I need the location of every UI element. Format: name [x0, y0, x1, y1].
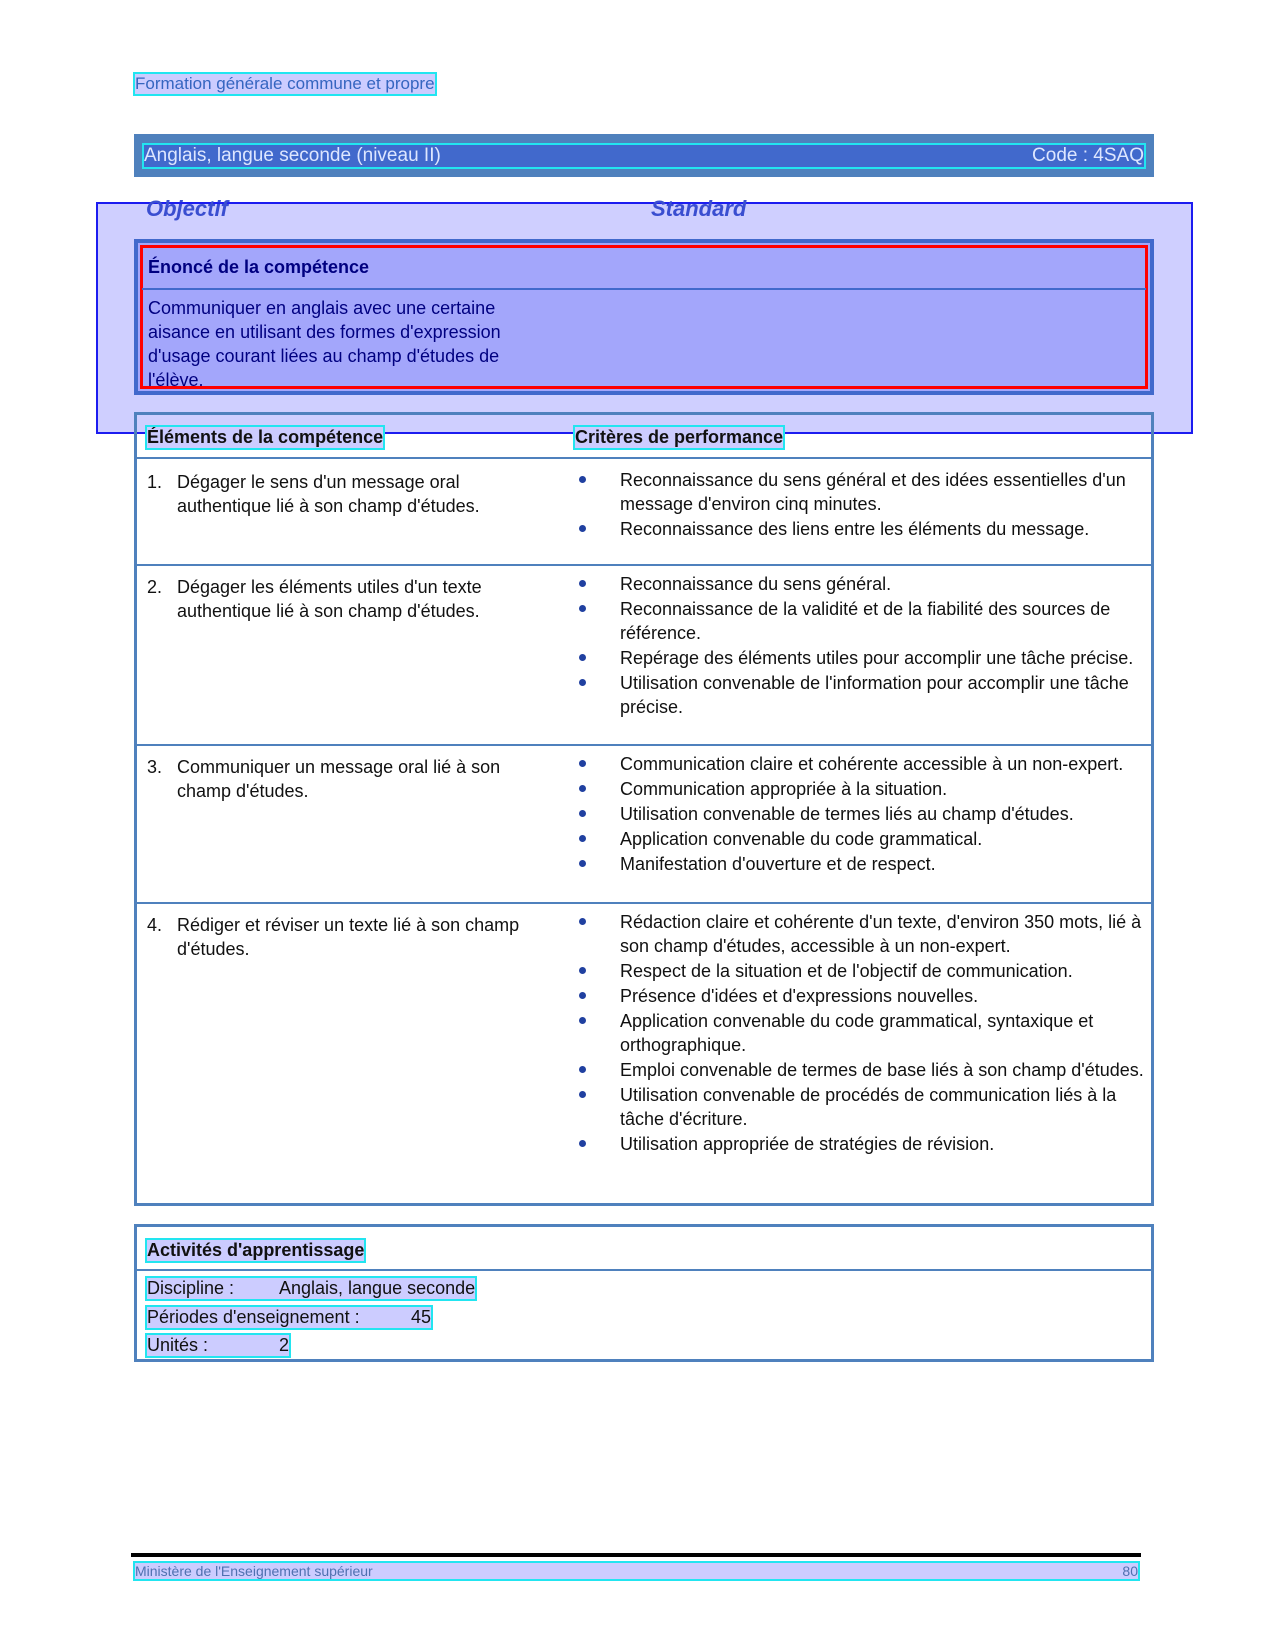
section-objectif: Objectif	[146, 196, 228, 221]
competence-statement-text: Communiquer en anglais avec une certaine aisance en utilisant des formes d'expression d'usage courant liées au champ d'études de l'élève.	[148, 298, 501, 390]
footer-rule	[131, 1553, 1141, 1557]
table-header	[137, 415, 1151, 459]
criteria-list	[575, 572, 1145, 720]
criterion: Repérage des éléments utiles pour accomplir une tâche précise.	[575, 646, 1145, 670]
table-row	[137, 746, 1151, 904]
footer-ministry: Ministère de l'Enseignement supérieur	[135, 1563, 373, 1579]
learning-activities-title: Activités d'apprentissage	[147, 1240, 365, 1260]
element-text: 4. Rédiger et réviser un texte lié à son champ d'études.	[147, 915, 520, 959]
criterion: Application convenable du code grammatical.	[575, 827, 1145, 851]
discipline-field: Discipline : Anglais, langue seconde	[147, 1278, 476, 1298]
criterion: Utilisation convenable de procédés de communication liés à la tâche d'écriture.	[575, 1083, 1145, 1131]
column-header-elements: Éléments de la compétence	[147, 427, 384, 447]
criteria-list	[575, 468, 1145, 542]
course-title-bar	[134, 134, 1154, 177]
criterion: Application convenable du code grammatical, syntaxique et orthographique.	[575, 1009, 1145, 1057]
criterion: Emploi convenable de termes de base liés à son champ d'études.	[575, 1058, 1145, 1082]
criteria-list	[575, 752, 1145, 877]
table-row	[137, 459, 1151, 566]
criterion: Reconnaissance de la validité et de la fiabilité des sources de référence.	[575, 597, 1145, 645]
page-number: 80	[1122, 1563, 1138, 1579]
section-standard: Standard	[651, 196, 747, 221]
competence-statement-title: Énoncé de la compétence	[148, 257, 370, 277]
criterion: Utilisation convenable de termes liés au champ d'études.	[575, 802, 1145, 826]
criterion: Rédaction claire et cohérente d'un texte, d'environ 350 mots, lié à son champ d'études, accessible à un non-expert.	[575, 910, 1145, 958]
criterion: Utilisation appropriée de stratégies de révision.	[575, 1132, 1145, 1156]
competence-statement-box	[134, 239, 1154, 395]
learning-activities-box	[134, 1224, 1154, 1362]
units-field: Unités : 2	[147, 1335, 290, 1355]
criterion: Utilisation convenable de l'information pour accomplir une tâche précise.	[575, 671, 1145, 719]
program-heading: Formation générale commune et propre	[135, 74, 435, 93]
criterion: Présence d'idées et d'expressions nouvelles.	[575, 984, 1145, 1008]
element-text: 2. Dégager les éléments utiles d'un texte authentique lié à son champ d'études.	[147, 577, 482, 621]
criterion: Communication appropriée à la situation.	[575, 777, 1145, 801]
criterion: Respect de la situation et de l'objectif de communication.	[575, 959, 1145, 983]
criterion: Manifestation d'ouverture et de respect.	[575, 852, 1145, 876]
element-text: 1. Dégager le sens d'un message oral authentique lié à son champ d'études.	[147, 472, 480, 516]
table-row	[137, 566, 1151, 746]
table-row	[137, 904, 1151, 1204]
criterion: Reconnaissance du sens général et des idées essentielles d'un message d'environ cinq minutes.	[575, 468, 1145, 516]
footer	[135, 1563, 1138, 1579]
criteria-list	[575, 910, 1145, 1157]
competence-table	[134, 412, 1154, 1206]
criterion: Communication claire et cohérente accessible à un non-expert.	[575, 752, 1145, 776]
element-text: 3. Communiquer un message oral lié à son champ d'études.	[147, 757, 501, 801]
course-title: Anglais, langue seconde (niveau II)	[144, 145, 441, 166]
criterion: Reconnaissance du sens général.	[575, 572, 1145, 596]
criterion: Reconnaissance des liens entre les éléments du message.	[575, 517, 1145, 541]
column-header-criteria: Critères de performance	[575, 427, 784, 447]
periods-field: Périodes d'enseignement : 45	[147, 1307, 432, 1327]
course-code: Code : 4SAQ	[1032, 145, 1144, 166]
